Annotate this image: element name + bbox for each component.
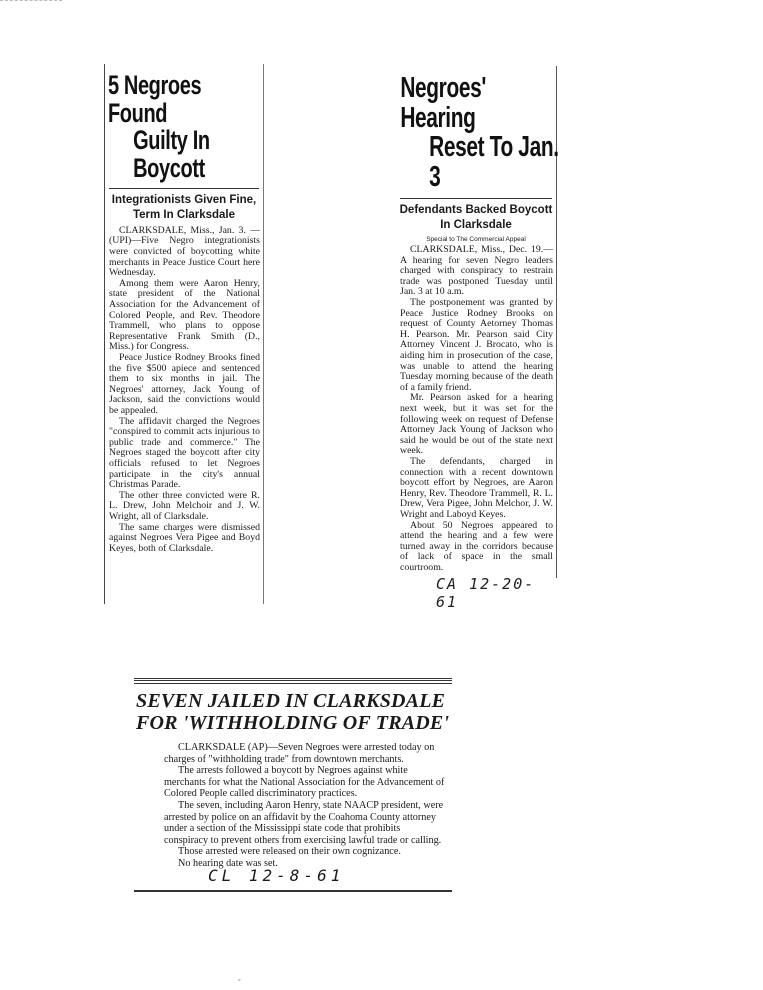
paragraph: The other three convicted were R. L. Drew, John Melchoir and J. W. Wright, all of Clarksdale. bbox=[109, 489, 260, 522]
clipping-seven-jailed bbox=[134, 678, 452, 894]
paragraph: The seven, including Aaron Henry, state NAACP president, were arrested by police on an affidavit by the Coahoma County attorney under a section of the Mississippi state code that prohibits conspiracy to prevent others from exercising lawful trade or calling. bbox=[164, 799, 444, 846]
subheadline-line-1: Integrationists Given Fine, bbox=[111, 194, 257, 207]
top-rule bbox=[134, 678, 452, 684]
subheadline-line-2: Term In Clarksdale bbox=[132, 208, 236, 221]
headline-line-1: SEVEN JAILED IN CLARKSDALE bbox=[136, 690, 446, 712]
paragraph: Peace Justice Rodney Brooks fined the five $500 apiece and sentenced them to six months in jail. The Negroes' attorney, Jack Young of Jackson, said the convictions would be appealed. bbox=[109, 352, 260, 416]
clipping-guilty-in-boycott bbox=[104, 64, 264, 604]
subheadline bbox=[398, 203, 554, 232]
article-body bbox=[105, 226, 263, 554]
article-body bbox=[396, 245, 556, 573]
paragraph: Those arrested were released on their own cognizance. bbox=[178, 846, 401, 858]
handwritten-date-note: CL 12-8-61 bbox=[208, 865, 345, 885]
subheadline-line-2: In Clarksdale bbox=[440, 218, 512, 231]
paragraph: Among them were Aaron Henry, state president of the National Association for the Advancement of Colored People, and Rev. Theodore Trammell, who plans to oppose Representative Frank Smith (D., Miss.) for Congress. bbox=[109, 277, 260, 353]
paragraph: The postponement was granted by Peace Justice Rodney Brooks on request of County Aetorney Thomas H. Pearson. Mr. Pearson said City Attorney Vincent J. Brocato, who is aiding him in prosecution of the case, was unable to attend the hearing Tuesday morning because of the death of a family friend. bbox=[400, 297, 553, 393]
special-credit: Special to The Commercial Appeal bbox=[426, 236, 526, 244]
clipping-hearing-reset bbox=[396, 66, 559, 612]
headline bbox=[105, 64, 263, 182]
handwritten-date-note: CA 12-20-61 bbox=[436, 575, 536, 612]
headline-line-2: Guilty In Boycott bbox=[133, 125, 210, 183]
headline bbox=[136, 690, 452, 734]
headline-line-2: Reset To Jan. 3 bbox=[429, 131, 559, 193]
headline-line-2: FOR 'WITHHOLDING OF TRADE' bbox=[136, 712, 450, 734]
paragraph: CLARKSDALE, Miss., Jan. 3. —(UPI)—Five Negro integrationists were convicted of boycotting white merchants in Peace Justice Court here Wednesday. bbox=[109, 224, 260, 279]
paragraph: The same charges were dismissed against Negroes Vera Pigee and Boyd Keyes, both of Clarksdale. bbox=[109, 521, 260, 554]
subheadline bbox=[107, 193, 261, 222]
paragraph: About 50 Negroes appeared to attend the hearing and a few were turned away in the corridors because of lack of space in the small courtroom. bbox=[400, 519, 553, 573]
paragraph: CLARKSDALE (AP)—Seven Negroes were arrested today on charges of "withholding trade" from downtown merchants. bbox=[164, 742, 435, 765]
corner-dash-marks bbox=[0, 0, 62, 1]
divider bbox=[109, 188, 259, 189]
paragraph: CLARKSDALE, Miss., Dec. 19.—A hearing for seven Negro leaders charged with conspiracy to restrain trade was postponed Tuesday until Jan. 3 at 10 a.m. bbox=[400, 244, 553, 298]
headline-line-1: 5 Negroes Found bbox=[107, 70, 202, 128]
paragraph: The affidavit charged the Negroes "conspired to commit acts injurious to public trade and commerce." The Negroes staged the boycott after city officials refused to let Negroes participate in the city's annual Christmas Parade. bbox=[109, 415, 260, 491]
article-body bbox=[134, 742, 452, 884]
last-line: No hearing date was set. bbox=[178, 857, 278, 869]
paragraph: Mr. Pearson asked for a hearing next week, but it was set for the following week on request of Defense Attorney Jack Young of Jackson who said he would be out of the state next week. bbox=[400, 392, 553, 457]
paragraph-last bbox=[164, 858, 446, 884]
divider bbox=[400, 198, 552, 199]
subheadline-line-1: Defendants Backed Boycott bbox=[399, 204, 553, 217]
headline bbox=[396, 66, 559, 192]
paragraph: The defendants, charged in connection with a recent downtown boycott effort by Negroes, are Aaron Henry, Rev. Theodore Trammell, R. L. Drew, Vera Pigee, John Melchor, J. W. Wright and Laboyd Keyes. bbox=[400, 455, 553, 520]
stray-mark: ˇ bbox=[238, 978, 241, 987]
paragraph: The arrests followed a boycott by Negroes against white merchants for what the National Association for the Advancement of Colored People called discriminatory practices. bbox=[164, 765, 445, 800]
headline-line-1: Negroes' Hearing bbox=[400, 72, 486, 134]
bottom-rule bbox=[134, 890, 452, 892]
